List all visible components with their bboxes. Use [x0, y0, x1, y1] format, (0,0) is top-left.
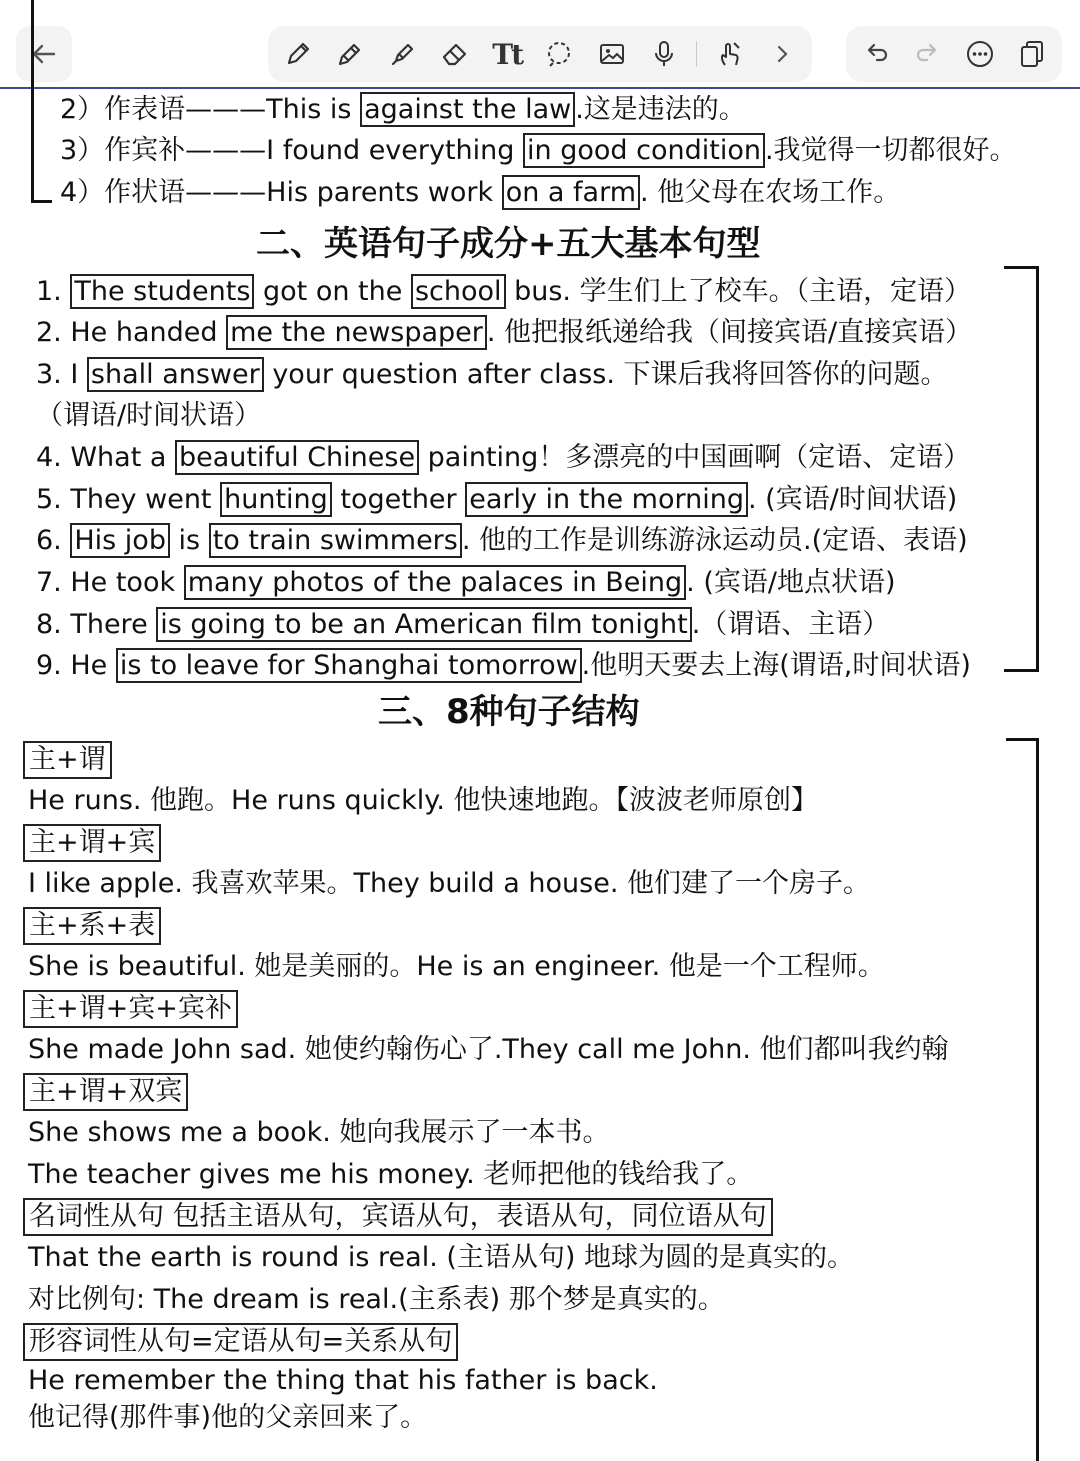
- part1-bracket: [31, 0, 52, 203]
- pen-tool-button[interactable]: [278, 34, 318, 74]
- structure-label-5: 主+谓+双宾: [23, 1073, 188, 1111]
- redo-button[interactable]: [908, 34, 948, 74]
- image-tool-button[interactable]: [592, 34, 632, 74]
- boxed-phrase: in good condition: [523, 133, 765, 168]
- pages-icon: [1017, 39, 1047, 69]
- part1-line-2: 2）作表语———This is against the law .这是违法的。: [60, 94, 746, 125]
- actions-bar: [846, 26, 1062, 82]
- pencil-tool-button[interactable]: [330, 34, 370, 74]
- sentence-2: 2. He handed me the newspaper . 他把报纸递给我（间接宾语/直接宾语）: [36, 317, 973, 348]
- top-toolbar: [0, 0, 1080, 88]
- structure-example-6a: That the earth is round is real. (主语从句) 地球为圆的是真实的。: [28, 1242, 855, 1273]
- structure-label-3: 主+系+表: [23, 907, 161, 945]
- part1-line-3: 3）作宾补———I found everything in good condition .我觉得一切都很好。: [60, 135, 1017, 166]
- structure-example-4: She made John sad. 她使约翰伤心了.They call me John. 他们都叫我约翰: [28, 1034, 949, 1065]
- text-tool-button[interactable]: [487, 34, 527, 74]
- touch-pen-icon: [715, 39, 745, 69]
- lasso-icon: [544, 39, 574, 69]
- pages-button[interactable]: [1012, 34, 1052, 74]
- lasso-tool-button[interactable]: [539, 34, 579, 74]
- section3-title: 三、8种句子结构: [378, 692, 640, 732]
- sentence-1: 1. The students got on the school bus. 学生们上了校车。（主语，定语）: [36, 276, 972, 307]
- boxed-phrase: on a farm: [502, 175, 640, 210]
- redo-icon: [913, 39, 943, 69]
- highlighter-tool-button[interactable]: [383, 34, 423, 74]
- undo-icon: [861, 39, 891, 69]
- structure-example-6b: 对比例句: The dream is real.(主系表) 那个梦是真实的。: [28, 1284, 725, 1315]
- structure-label-4: 主+谓+宾+宾补: [23, 990, 238, 1028]
- toolbar-separator: [696, 41, 697, 67]
- structure-example-5a: She shows me a book. 她向我展示了一本书。: [28, 1117, 610, 1148]
- more-icon: [965, 39, 995, 69]
- chevron-right-icon: [767, 39, 797, 69]
- eraser-tool-button[interactable]: [435, 34, 475, 74]
- sentence-7: 7. He took many photos of the palaces in Being . (宾语/地点状语): [36, 567, 896, 598]
- structure-example-5b: The teacher gives me his money. 老师把他的钱给我了。: [28, 1159, 754, 1190]
- sentence-5: 5. They went hunting together early in the morning . (宾语/时间状语): [36, 484, 958, 515]
- sentence-8: 8. There is going to be an American film tonight .（谓语、主语）: [36, 609, 890, 640]
- sentence-3-note: （谓语/时间状语）: [36, 400, 262, 431]
- section2-title: 二、英语句子成分+五大基本句型: [256, 224, 761, 264]
- more-tools-button[interactable]: [762, 34, 802, 74]
- text-tool-icon: Tt: [492, 37, 523, 71]
- sentence-3: 3. I shall answer your question after class. 下课后我将回答你的问题。: [36, 359, 948, 390]
- touch-pen-button[interactable]: [710, 34, 750, 74]
- drawing-tools-bar: [268, 26, 812, 82]
- boxed-phrase: against the law: [360, 92, 575, 127]
- structure-example-7a: He remember the thing that his father is back.: [28, 1365, 658, 1396]
- microphone-icon: [649, 39, 679, 69]
- eraser-icon: [440, 39, 470, 69]
- image-icon: [597, 39, 627, 69]
- sentence-6: 6. His job is to train swimmers . 他的工作是训练游泳运动员.(定语、表语): [36, 525, 968, 556]
- structure-label-1: 主+谓: [23, 741, 112, 779]
- structure-label-2: 主+谓+宾: [23, 824, 161, 862]
- more-button[interactable]: [960, 34, 1000, 74]
- pen-icon: [283, 39, 313, 69]
- header-divider: [0, 87, 1080, 89]
- structure-example-7b: 他记得(那件事)他的父亲回来了。: [28, 1402, 428, 1433]
- undo-button[interactable]: [856, 34, 896, 74]
- part1-line-4: 4）作状语———His parents work on a farm . 他父母在农场工作。: [60, 177, 901, 208]
- pencil-icon: [335, 39, 365, 69]
- structure-label-7: 形容词性从句=定语从句=关系从句: [23, 1323, 458, 1361]
- structure-label-6: 名词性从句 包括主语从句，宾语从句，表语从句，同位语从句: [23, 1198, 773, 1236]
- highlighter-icon: [388, 39, 418, 69]
- voice-record-button[interactable]: [644, 34, 684, 74]
- sentence-9: 9. He is to leave for Shanghai tomorrow .他明天要去上海(谓语,时间状语): [36, 650, 971, 681]
- structure-example-1: He runs. 他跑。He runs quickly. 他快速地跑。【波波老师原创】: [28, 785, 819, 816]
- structure-example-3: She is beautiful. 她是美丽的。He is an engineer. 他是一个工程师。: [28, 951, 885, 982]
- section2-bracket: [1004, 266, 1039, 672]
- structure-example-2: I like apple. 我喜欢苹果。They build a house. 他们建了一个房子。: [28, 868, 870, 899]
- section3-bracket: [1006, 738, 1039, 1461]
- sentence-4: 4. What a beautiful Chinese painting！多漂亮的中国画啊（定语、定语）: [36, 442, 971, 473]
